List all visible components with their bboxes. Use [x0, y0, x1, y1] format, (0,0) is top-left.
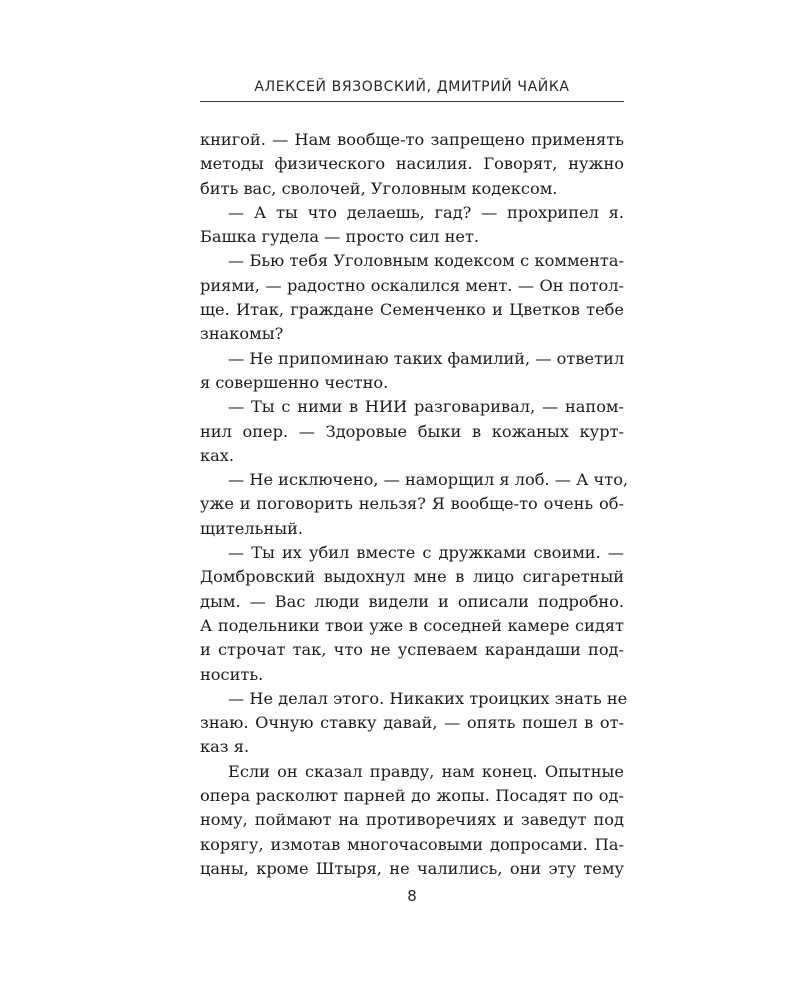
text-line: щительный.: [200, 518, 304, 538]
text-line: — Ты их убил вместе с дружками своими. —: [228, 543, 624, 563]
text-line: Домбровский выдохнул мне в лицо сигаретный: [200, 567, 624, 587]
text-line: ще. Итак, граждане Семенченко и Цветков тебе: [200, 300, 624, 320]
text-line: книгой. — Нам вообще-то запрещено применять: [200, 130, 624, 149]
text-line: — Бью тебя Уголовным кодексом с коммента-: [228, 251, 624, 271]
text-line: риями, — радостно оскалился мент. — Он потол-: [200, 275, 624, 295]
text-line: дым. — Вас люди видели и описали подробно.: [200, 591, 624, 611]
text-line: методы физического насилия. Говорят, нужно: [200, 154, 624, 174]
text-line: — Не делал этого. Никаких троицких знать не: [228, 688, 628, 708]
text-line: бить вас, сволочей, Уголовным кодексом.: [200, 178, 558, 198]
text-line: — Ты с ними в НИИ разговаривал, — напом-: [228, 397, 624, 417]
text-line: и строчат так, что не успеваем карандаши под-: [200, 640, 624, 660]
text-line: цаны, кроме Штыря, не чалились, они эту тему: [200, 858, 624, 878]
text-line: Башка гудела — просто сил нет.: [200, 227, 480, 247]
text-line: ному, поймают на противоречиях и заведут под: [200, 810, 624, 830]
text-line: каз я.: [200, 737, 250, 757]
page-number: 8: [407, 887, 417, 905]
text-line: опера расколют парней до жопы. Посадят по од-: [200, 786, 624, 806]
text-line: знакомы?: [200, 324, 284, 344]
text-line: — Не припоминаю таких фамилий, — ответил: [228, 348, 625, 368]
text-line: — А ты что делаешь, гад? — прохрипел я.: [228, 202, 624, 222]
running-header: АЛЕКСЕЙ ВЯЗОВСКИЙ, ДМИТРИЙ ЧАЙКА: [254, 79, 570, 95]
header-divider: [200, 101, 624, 102]
text-line: нил опер. — Здоровые быки в кожаных курт-: [200, 421, 624, 441]
text-line: — Не исключено, — наморщил я лоб. — А что,: [228, 470, 629, 490]
text-line: ках.: [200, 445, 235, 465]
text-line: Если он сказал правду, нам конец. Опытные: [228, 761, 624, 781]
text-line: я совершенно честно.: [200, 372, 389, 392]
text-line: знаю. Очную ставку давай, — опять пошел в от-: [200, 713, 624, 733]
text-line: носить.: [200, 664, 264, 684]
text-line: корягу, измотав многочасовыми допросами. Па-: [200, 834, 624, 854]
text-line: уже и поговорить нельзя? Я вообще-то очень об-: [200, 494, 624, 514]
page-body: [200, 128, 629, 881]
text-line: А подельники твои уже в соседней камере сидят: [200, 615, 624, 635]
